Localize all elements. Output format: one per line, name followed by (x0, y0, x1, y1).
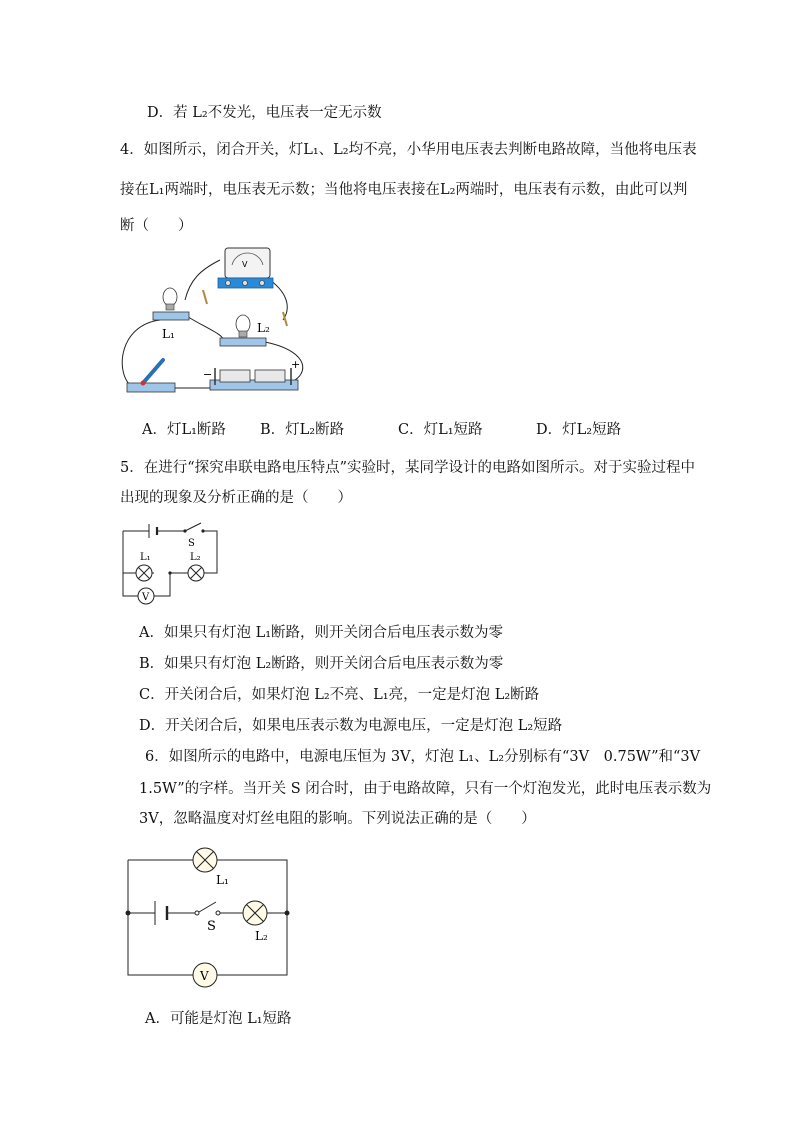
q6-l2-label: L₂ (255, 929, 268, 943)
q6-voltmeter-label: V (200, 969, 209, 983)
q4-option-b: B．灯L₂断路 (260, 422, 345, 438)
q5-lamp-l1 (136, 565, 152, 581)
q6-circuit-figure (115, 838, 305, 993)
q6-lamp-l1 (193, 848, 217, 872)
q4-option-d: D．灯L₂短路 (536, 422, 622, 438)
q5-stem-line-2: 出现的现象及分析正确的是（ ） (120, 490, 352, 506)
q4-stem-line-3: 断（ ） (120, 218, 193, 234)
q4-plus-sign: + (291, 358, 301, 371)
q5-switch-blade (185, 523, 201, 531)
q5-voltmeter-label: V (142, 592, 150, 603)
q4-circuit-figure (115, 240, 315, 400)
q5-l2-label: L₂ (190, 552, 201, 563)
q4-l1-label: L₁ (162, 327, 175, 341)
q5-l1-label: L₁ (140, 552, 151, 563)
q5-option-a: A．如果只有灯泡 L₁断路，则开关闭合后电压表示数为零 (139, 625, 504, 641)
q5-stem-line-1: 5．在进行“探究串联电路电压特点”实验时，某同学设计的电路如图所示。对于实验过程中 (120, 460, 696, 476)
q5-option-d: D．开关闭合后，如果电压表示数为电源电压，一定是灯泡 L₂短路 (139, 718, 563, 734)
q6-lamp-l2 (243, 901, 267, 925)
q4-wire-left (122, 320, 160, 385)
q4-l2-label: L₂ (257, 321, 270, 335)
q5-switch-label: S (188, 538, 195, 549)
q4-probe-wire-left (185, 260, 220, 300)
q6-switch-label: S (207, 919, 216, 934)
q4-switch (127, 360, 175, 392)
q4-wire-l1-l2 (185, 315, 223, 340)
q3-option-d: D．若 L₂不发光，电压表一定无示数 (147, 105, 382, 121)
q4-voltmeter (218, 248, 273, 288)
q6-stem-line-2: 1.5W”的字样。当开关 S 闭合时，由于电路故障，只有一个灯泡发光，此时电压表示数为 (139, 781, 712, 797)
q4-clip-left (203, 290, 207, 304)
q5-wires (123, 531, 217, 573)
q5-option-b: B．如果只有灯泡 L₂断路，则开关闭合后电压表示数为零 (139, 656, 504, 672)
q6-switch-blade (199, 902, 216, 912)
q4-stem-line-1: 4．如图所示，闭合开关，灯L₁、L₂均不亮，小华用电压表去判断电路故障，当他将电压表 (120, 142, 697, 158)
q4-minus-sign: − (203, 368, 213, 381)
q6-stem-line-1: 6．如图所示的电路中，电源电压恒为 3V，灯泡 L₁、L₂分别标有“3V 0.75W”和“3V (145, 749, 701, 765)
q6-l1-label: L₁ (216, 873, 229, 887)
q4-option-a: A．灯L₁断路 (142, 422, 226, 438)
q4-voltmeter-label: V (242, 260, 248, 269)
q5-lamp-l2 (188, 565, 204, 581)
q6-option-a: A．可能是灯泡 L₁短路 (145, 1011, 292, 1027)
q4-stem-line-2: 接在L₁两端时，电压表无示数；当他将电压表接在L₂两端时，电压表有示数，由此可以判 (120, 182, 688, 198)
q4-battery (210, 368, 298, 390)
q5-circuit-figure (115, 518, 225, 610)
q5-option-c: C．开关闭合后，如果灯泡 L₂不亮、L₁亮，一定是灯泡 L₂断路 (139, 687, 540, 703)
q4-lamp-l1 (153, 288, 189, 320)
q4-option-c: C．灯L₁短路 (398, 422, 483, 438)
q6-stem-line-3: 3V，忽略温度对灯丝电阻的影响。下列说法正确的是（ ） (139, 811, 536, 827)
